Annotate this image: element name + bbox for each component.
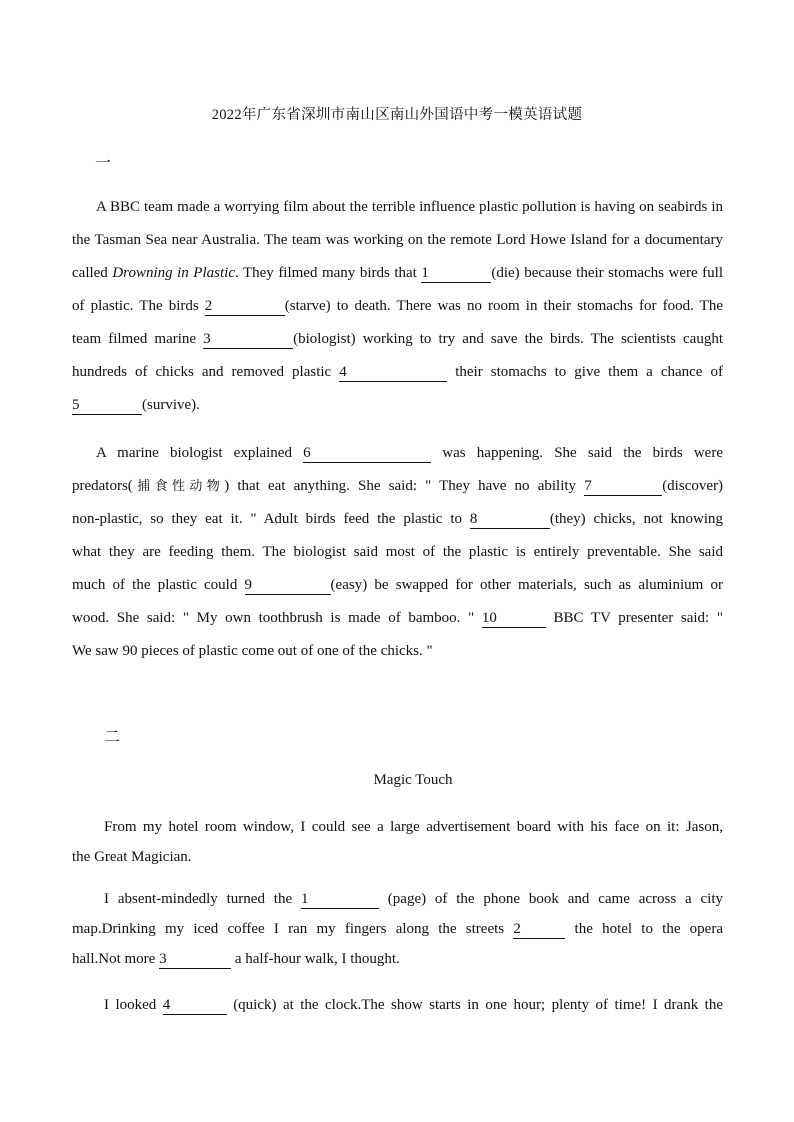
documentary-title: Drowning in Plastic	[112, 265, 235, 281]
story-paragraph-3	[72, 990, 723, 1020]
blank-5[interactable]: 5	[72, 396, 142, 415]
blank-9[interactable]: 9	[245, 576, 331, 595]
p1-line-6: hundreds of chicks and removed plastic 4 their stomachs to give them a chance of	[72, 364, 723, 380]
s2-line-3: hall.Not more 3 a half-hour walk, I thought.	[72, 951, 400, 967]
s1-line-2: the Great Magician.	[72, 849, 192, 865]
section-marker-2: 二	[104, 729, 121, 746]
story-paragraph-1	[72, 812, 723, 872]
s2-line-2: map.Drinking my iced coffee I ran my fingers along the streets 2 the hotel to the opera	[72, 921, 723, 937]
p1-line-3: called Drowning in Plastic. They filmed many birds that 1 (die) because their stomachs were full	[72, 265, 724, 281]
story-paragraph-2	[72, 884, 723, 974]
p2-line-5: much of the plastic could 9 (easy) be swapped for other materials, such as aluminium or	[72, 577, 723, 593]
s3-line-1: I looked 4 (quick) at the clock.The show starts in one hour; plenty of time! I drank the	[104, 997, 723, 1013]
story-blank-3[interactable]: 3	[159, 950, 231, 969]
section-marker-1: 一	[95, 155, 112, 172]
p2-line-2: predators(捕食性动物) that eat anything. She said: " They have no ability 7 (discover)	[72, 478, 723, 494]
p1-line-7: 5 (survive).	[72, 397, 200, 413]
blank-7[interactable]: 7	[584, 477, 662, 496]
p1-line-4: of plastic. The birds 2 (starve) to death. There was no room in their stomachs for food. The	[72, 298, 723, 314]
blank-4[interactable]: 4	[339, 363, 447, 382]
blank-8[interactable]: 8	[470, 510, 550, 529]
blank-1[interactable]: 1	[421, 264, 491, 283]
blank-10[interactable]: 10	[482, 609, 546, 628]
s1-line-1: From my hotel room window, I could see a large advertisement board with his face on it: Jason,	[104, 819, 723, 835]
p1-line-1: A BBC team made a worrying film about the terrible influence plastic pollution is having on seabirds in	[96, 199, 723, 215]
passage-2	[72, 437, 723, 668]
p2-line-1: A marine biologist explained 6 was happening. She said the birds were	[96, 445, 723, 461]
story-title: Magic Touch	[373, 772, 453, 788]
chinese-gloss: 捕食性动物	[132, 479, 225, 494]
blank-3[interactable]: 3	[203, 330, 293, 349]
p2-line-7: We saw 90 pieces of plastic come out of one of the chicks. "	[72, 643, 433, 659]
story-blank-2[interactable]: 2	[513, 920, 565, 939]
blank-2[interactable]: 2	[205, 297, 285, 316]
passage-1	[72, 191, 723, 422]
p1-line-5: team filmed marine 3 (biologist) working to try and save the birds. The scientists caught	[72, 331, 723, 347]
blank-6[interactable]: 6	[303, 444, 431, 463]
p2-line-4: what they are feeding them. The biologist said most of the plastic is entirely preventable. She said	[72, 544, 723, 560]
s2-line-1: I absent-mindedly turned the 1 (page) of the phone book and came across a city	[104, 891, 723, 907]
p2-line-6: wood. She said: " My own toothbrush is made of bamboo. " 10 BBC TV presenter said: "	[72, 610, 723, 626]
story-blank-1[interactable]: 1	[301, 890, 379, 909]
story-blank-4[interactable]: 4	[163, 996, 227, 1015]
p2-line-3: non-plastic, so they eat it. " Adult birds feed the plastic to 8 (they) chicks, not knowing	[72, 511, 723, 527]
page-title: 2022年广东省深圳市南山区南山外国语中考一模英语试题	[211, 107, 583, 123]
p1-line-2: the Tasman Sea near Australia. The team was working on the remote Lord Howe Island for a documentary	[72, 232, 723, 248]
